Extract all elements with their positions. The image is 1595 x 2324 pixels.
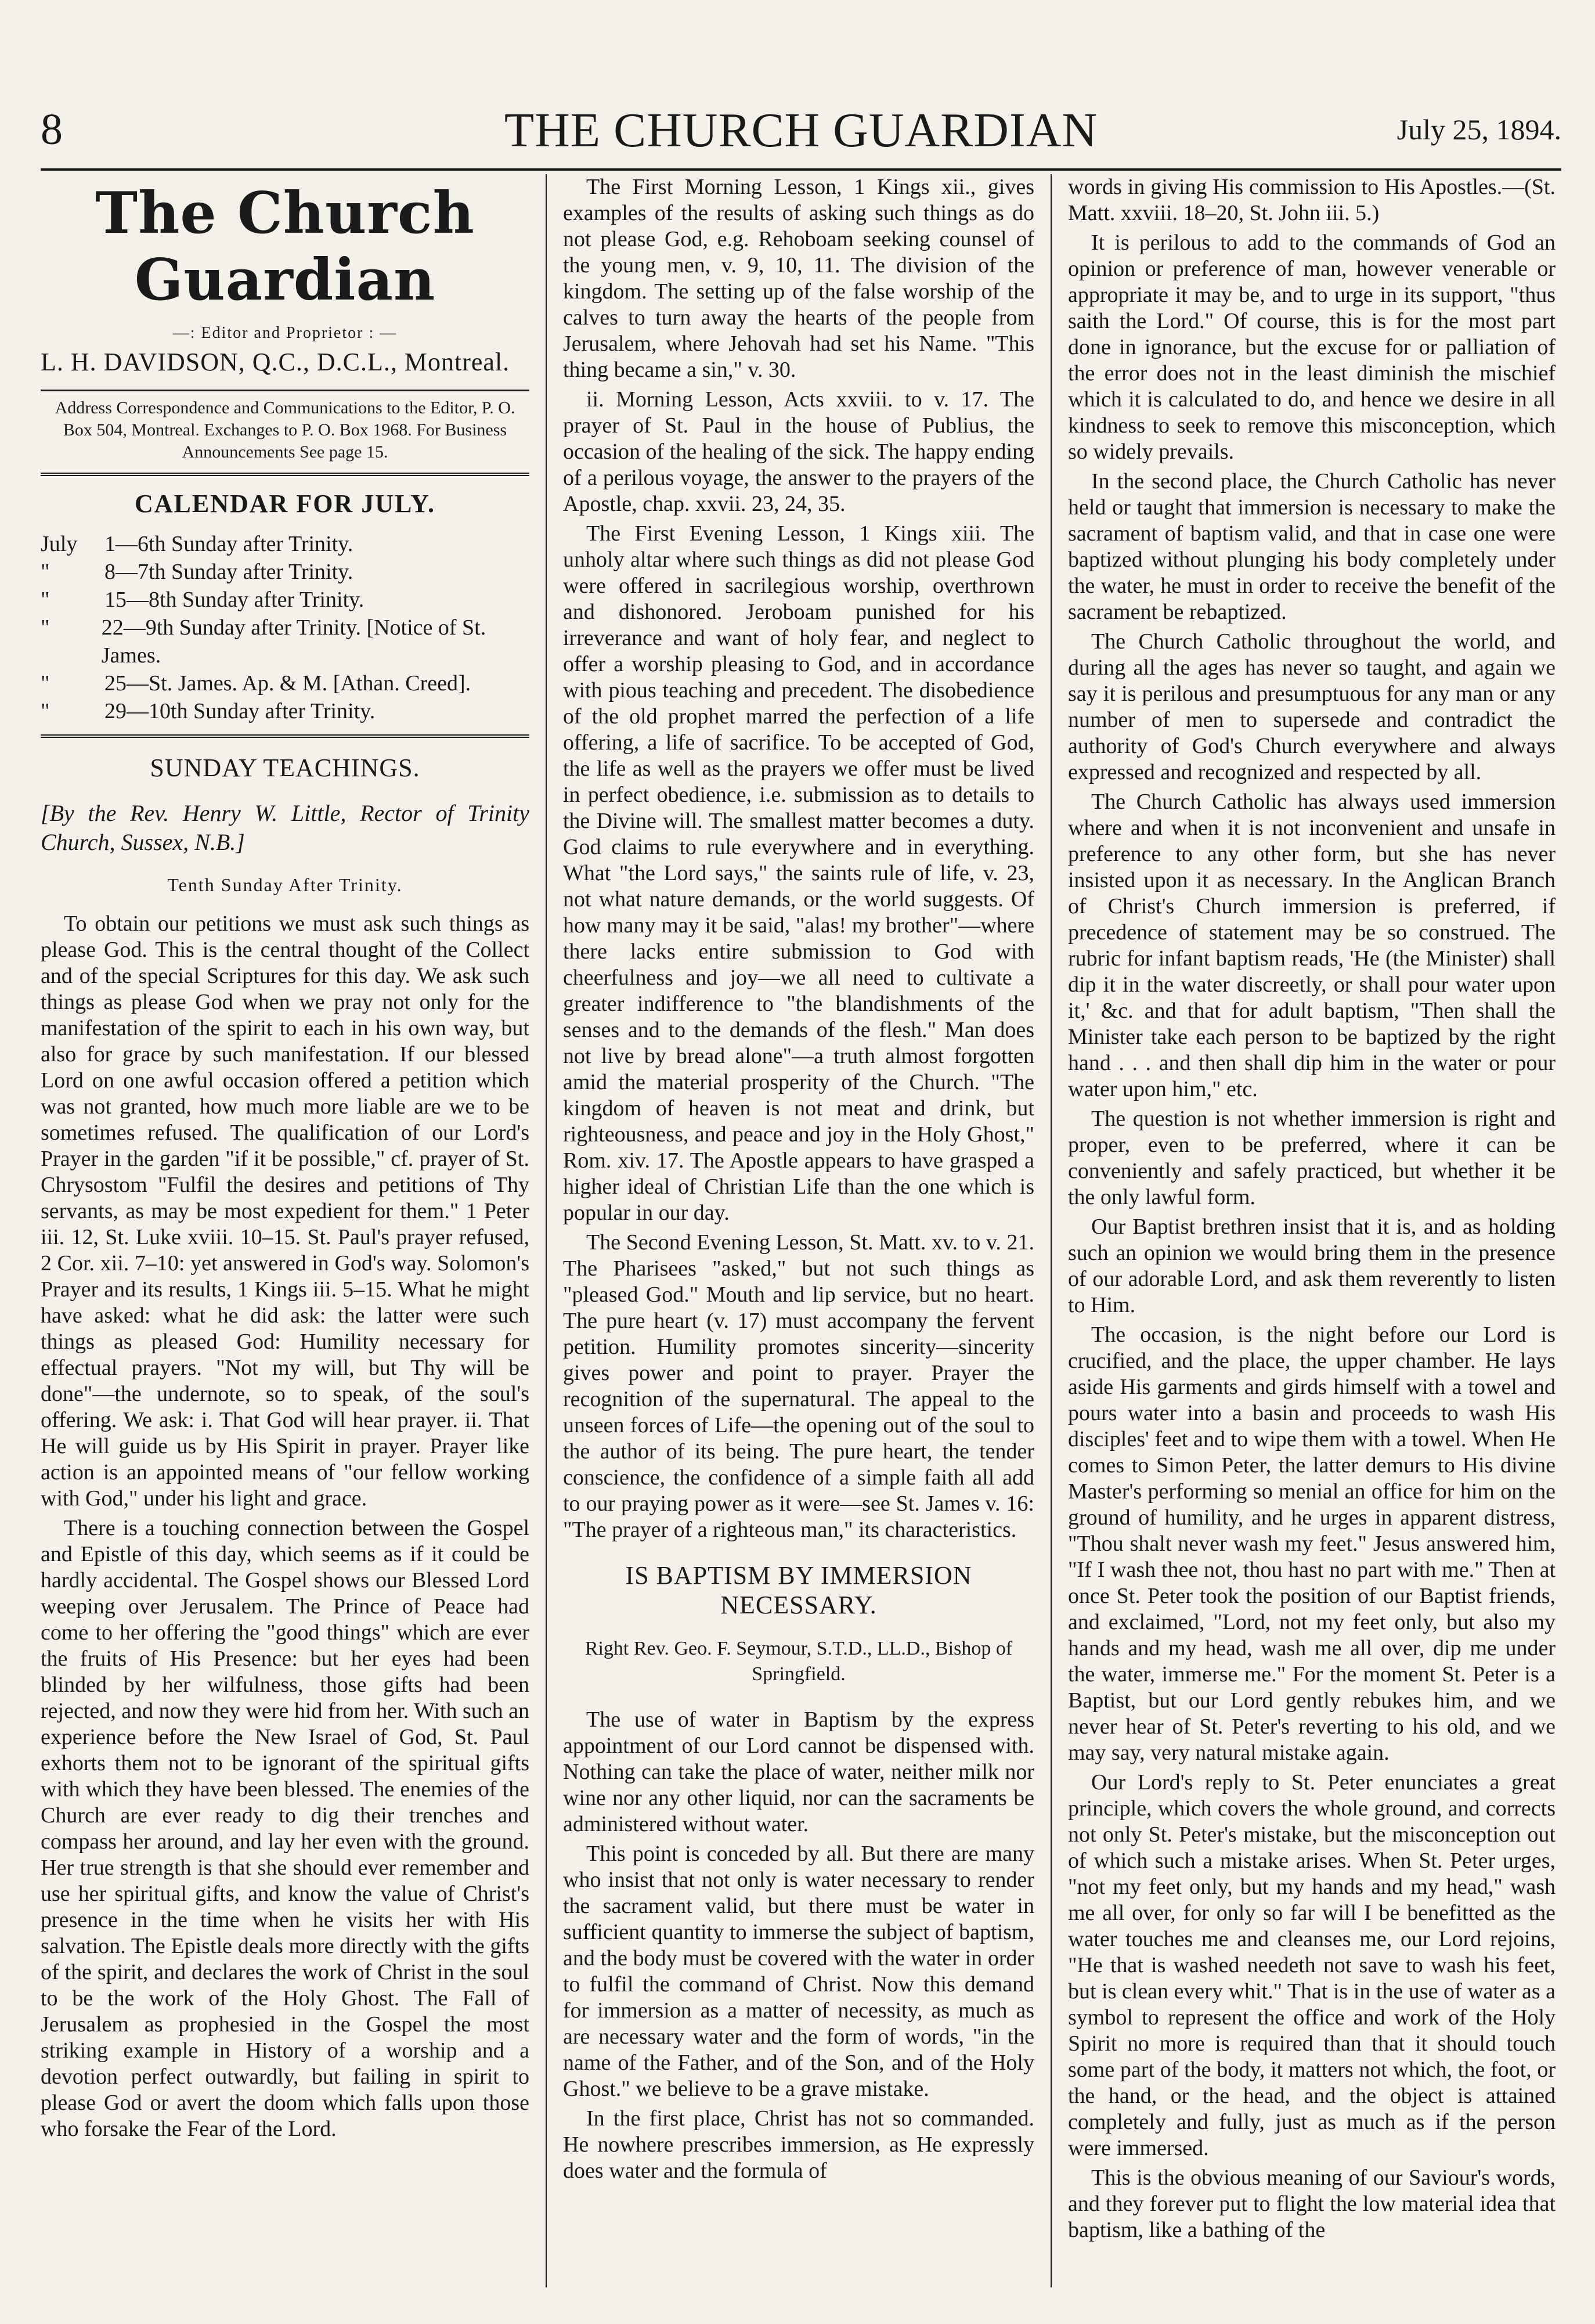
article-subheading: Tenth Sunday After Trinity.	[167, 874, 403, 895]
article-paragraph: Our Lord's reply to St. Peter enunciates a great principle, which covers the whole ground, and corrects not only St. Peter's mistake, but the misconception out of which such a mistake arises. When St. Peter urges, "not my feet only, but my hands and my head," wash me all over, for only so far will I be benefitted as the water touches me and cleanses me, our Lord rejoins, "He that is washed needeth not save to wash his feet, but is clean every whit." That is in the use of water as a symbol to represent the office and work of the Holy Spirit no more is required than that it should touch some part of the body, it matters not which, the foot, or the hand, or the head, and the object is attained completely and fully, just as much as if the person were immersed.	[1068, 1770, 1556, 2160]
article-paragraph: It is perilous to add to the commands of God an opinion or preference of man, however venerable or appropriate it may be, and to urge in its support, "thus saith the Lord." Of course, this is for the most part done in ignorance, but the excuse for or palliation of the error does not in the least diminish the mischief which it is calculated to do, and hence we desire in all kindness to seek to remove this misconception, which so widely prevails.	[1068, 230, 1556, 464]
calendar-list	[41, 530, 529, 725]
editor-label: —: Editor and Proprietor : —	[172, 324, 398, 342]
article-paragraph: This is the obvious meaning of our Saviour's words, and they forever put to flight the low material idea that baptism, like a bathing of the	[1068, 2166, 1556, 2242]
text-columns	[41, 174, 1561, 2287]
article-paragraph: words in giving His commission to His Apostles.—(St. Matt. xxviii. 18–20, St. John iii. 5.)	[1068, 175, 1556, 225]
article-paragraph: The Church Catholic throughout the world, and during all the ages has never so taught, and again we say it is perilous and presumptuous for any man or any number of men to supersede and contradict the authority of God's Church everywhere and always expressed and recognized and respected by all.	[1068, 629, 1556, 784]
article-paragraph: The occasion, is the night before our Lord is crucified, and the place, the upper chamber. He lays aside His garments and girds himself with a towel and pours water into a basin and proceeds to wash His disciples' feet and to wipe them with a towel. When He comes to Simon Peter, the latter demurs to His divine Master's performing so menial an office for him on the ground of humility, and he urges in apparent distress, "Thou shalt never wash my feet." Jesus answered him, "If I wash thee not, thou hast no part with me." Then at once St. Peter took the position of our Baptist friends, and exclaimed, "Lord, not my feet only, but also my hands and my head, wash me all over, dip me under the water, immerse me." For the moment St. Peter is a Baptist, but our Lord gently rebukes him, and we never hear of St. Peter's reverting to his old, and we may say, very natural mistake again.	[1068, 1323, 1556, 1765]
article-paragraph: The First Evening Lesson, 1 Kings xiii. The unholy altar where such things as did not please God were offered in sacrilegious worship, overthrown and dishonored. Jeroboam punished for his irreverance and want of holy fear, and neglect to offer a worship pleasing to God, and in accordance with pious teaching and precedent. The disobedience of the old prophet marred the perfection of a life offering, a life of sacrifice. To be accepted of God, the life as well as the prayers we offer must be lived in perfect obedience, i.e. submission as to details to the Divine will. The smallest matter becomes a duty. God claims to rule everywhere and in everything. What "the Lord says," the saints rule of life, v. 23, not what nature demands, or the world suggests. Of how many may it be said, "alas! my brother"—where there lacks entire submission to God with cheerfulness and joy—we all need to cultivate a greater indifference to "the blandishments of the senses and to the demands of the flesh." Man does not live by bread alone"—a truth almost forgotten amid the material prosperity of the Church. "The kingdom of heaven is not meat and drink, but righteousness, and peace and joy in the Holy Ghost," Rom. xiv. 17. The Apostle appears to have grasped a higher ideal of Christian Life than the one which is popular in our day.	[563, 521, 1034, 1225]
calendar-month: "	[41, 671, 50, 696]
newspaper-title: THE CHURCH GUARDIAN	[504, 103, 1098, 157]
calendar-heading: CALENDAR FOR JULY.	[134, 489, 436, 518]
article-paragraph: In the second place, the Church Catholic has never held or taught that immersion is necessary to make the sacrament of baptism valid, and that in case one were baptized without plunging his body completely under the water, he must in order to receive the benefit of the sacrament be rebaptized.	[1068, 469, 1556, 624]
calendar-entry	[41, 586, 529, 614]
calendar-month: July	[41, 532, 78, 556]
column-3	[1051, 174, 1556, 2287]
article-paragraph: The Church Catholic has always used immersion where and when it is not inconvenient and unsafe in preference to any other form, but she has never insisted upon it as necessary. In the Anglican Branch of Christ's Church immersion is preferred, if precedence of statement may be so construed. The rubric for infant baptism reads, 'He (the Minister) shall dip it in the water discreetly, or shall pour water upon it,' &c. and that for adult baptism, "Then shall the Minister take each person to be baptized by the right hand . . . and then shall dip him in the water or pour water upon him," etc.	[1068, 790, 1556, 1101]
article-paragraph: This point is conceded by all. But there are many who insist that not only is water necessary to render the sacrament valid, but there must be water in sufficient quantity to immerse the subject of baptism, and the body must be covered with the water in order to fulfil the command of Christ. Now this demand for immersion as a matter of necessity, as much as are necessary water and the form of words, "in the name of the Father, and of the Son, and of the Holy Ghost." we believe to be a grave mistake.	[563, 1842, 1034, 2101]
calendar-text: 1—6th Sunday after Trinity.	[104, 532, 353, 556]
calendar-month: "	[41, 560, 50, 584]
calendar-month: "	[41, 699, 50, 723]
editor-name: L. H. DAVIDSON, Q.C., D.C.L., Montreal.	[41, 348, 510, 376]
calendar-entry	[41, 558, 529, 586]
article-paragraph: Our Baptist brethren insist that it is, and as holding such an opinion we would bring them in the presence of our adorable Lord, and ask them reverently to listen to Him.	[1068, 1215, 1556, 1317]
page-number: 8	[41, 105, 63, 154]
calendar-text: 15—8th Sunday after Trinity.	[104, 588, 365, 612]
column-2	[546, 174, 1051, 2287]
article-byline: [By the Rev. Henry W. Little, Rector of Trinity Church, Sussex, N.B.]	[41, 800, 529, 855]
calendar-text: 29—10th Sunday after Trinity.	[104, 699, 376, 723]
calendar-month: "	[41, 615, 50, 640]
masthead-title: The Church Guardian	[95, 180, 475, 314]
article-paragraph: The use of water in Baptism by the express appointment of our Lord cannot be dispensed with. Nothing can take the place of water, neither milk nor wine nor any other liquid, nor can the sacraments be administered without water.	[563, 1707, 1034, 1836]
address-notice: Address Correspondence and Communications to the Editor, P. O. Box 504, Montreal. Exchanges to P. O. Box 1968. For Business Announcements See page 15.	[41, 390, 529, 476]
calendar-text: 25—St. James. Ap. & M. [Athan. Creed].	[104, 671, 471, 696]
calendar-entry	[41, 614, 529, 669]
article-paragraph: The question is not whether immersion is right and proper, even to be preferred, where it can be conveniently and safely practiced, but whether it be the only lawful form.	[1068, 1107, 1556, 1209]
article-paragraph: To obtain our petitions we must ask such things as please God. This is the central thought of the Collect and of the special Scriptures for this day. We ask such things as please God when we pray not only for the manifestation of the spirit to each in his own way, but also for grace by such manifestation. If our blessed Lord on one awful occasion offered a petition which was not granted, how much more liable are we to be sometimes refused. The qualification of our Lord's Prayer in the garden "if it be possible," cf. prayer of St. Chrysostom "Fulfil the desires and petitions of Thy servants, as may be most expedient for them." 1 Peter iii. 12, St. Luke xviii. 10–15. St. Paul's prayer refused, 2 Cor. xii. 7–10: yet answered in God's way. Solomon's Prayer and its results, 1 Kings iii. 5–15. What he might have asked: what he did ask: the latter were such things as pleased God: Humility necessary for effectual prayers. "Not my will, but Thy will be done"—the undernote, so to speak, of the soul's offering. We ask: i. That God will hear prayer. ii. That He will guide us by His Spirit in prayer. Prayer like action is an appointed means of "our fellow working with God," under his light and grace.	[41, 911, 529, 1511]
baptism-author: Right Rev. Geo. F. Seymour, S.T.D., LL.D., Bishop of Springfield.	[584, 1638, 1013, 1685]
sunday-teachings-heading: SUNDAY TEACHINGS.	[150, 754, 420, 782]
column-1	[41, 174, 546, 2287]
section-divider	[41, 734, 529, 738]
calendar-entry	[41, 530, 529, 558]
calendar-text: 8—7th Sunday after Trinity.	[104, 560, 353, 584]
calendar-entry	[41, 697, 529, 725]
article-paragraph: The Second Evening Lesson, St. Matt. xv. to v. 21. The Pharisees "asked," but not such things as "pleased God." Mouth and lip service, but no heart. The pure heart (v. 17) must accompany the fervent petition. Humility promotes sincerity—sincerity gives power and point to prayer. Prayer the recognition of the supernatural. The appeal to the unseen forces of Life—the opening out of the soul to the author of its being. The pure heart, the tender conscience, the confidence of a simple faith all add to our praying power as it were—see St. James v. 16: "The prayer of a righteous man," its characteristics.	[563, 1230, 1034, 1542]
article-paragraph: There is a touching connection between the Gospel and Epistle of this day, which seems as if it could be hardly accidental. The Gospel shows our Blessed Lord weeping over Jerusalem. The Prince of Peace had come to her offering the "good things" which are ever the fruits of His Presence: but her eyes had been blinded by her wilfulness, those gifts had been rejected, and now they were hid from her. With such an experience before the New Israel of God, St. Paul exhorts them not to be ignorant of the spiritual gifts with which they have been blessed. The enemies of the Church are ever ready to dig their trenches and compass her around, and lay her even with the ground. Her true strength is that she should ever remember and use her spiritual gifts, and know the value of Christ's presence in the time when he visits her with His salvation. The Epistle deals more directly with the gifts of the spirit, and declares the work of Christ in the soul to be the work of the Holy Ghost. The Fall of Jerusalem as prophesied in the Gospel the most striking example in History of a worship and a devotion perfect outwardly, but failing in spirit to please God or avert the doom which falls upon those who forsake the Fear of the Lord.	[41, 1516, 529, 2141]
article-paragraph: In the first place, Christ has not so commanded. He nowhere prescribes immersion, as He expressly does water and the formula of	[563, 2106, 1034, 2183]
running-header	[41, 87, 1561, 171]
article-paragraph: The First Morning Lesson, 1 Kings xii., gives examples of the results of asking such things as do not please God, e.g. Rehoboam seeking counsel of the young men, v. 9, 10, 11. The division of the kingdom. The setting up of the false worship of the calves to turn away the hearts of the people from Jerusalem, where Jehovah had set his Name. "This thing became a sin," v. 30.	[563, 175, 1034, 382]
issue-date: July 25, 1894.	[1396, 113, 1561, 146]
article-paragraph: ii. Morning Lesson, Acts xxviii. to v. 17. The prayer of St. Paul in the house of Publius, the occasion of the healing of the sick. The happy ending of a perilous voyage, the answer to the prayers of the Apostle, chap. xxvii. 23, 24, 35.	[563, 387, 1034, 516]
calendar-entry	[41, 669, 529, 697]
calendar-month: "	[41, 588, 50, 612]
calendar-text: 22—9th Sunday after Trinity. [Notice of St. James.	[101, 615, 486, 668]
baptism-heading: IS BAPTISM BY IMMERSION NECESSARY.	[625, 1561, 972, 1619]
